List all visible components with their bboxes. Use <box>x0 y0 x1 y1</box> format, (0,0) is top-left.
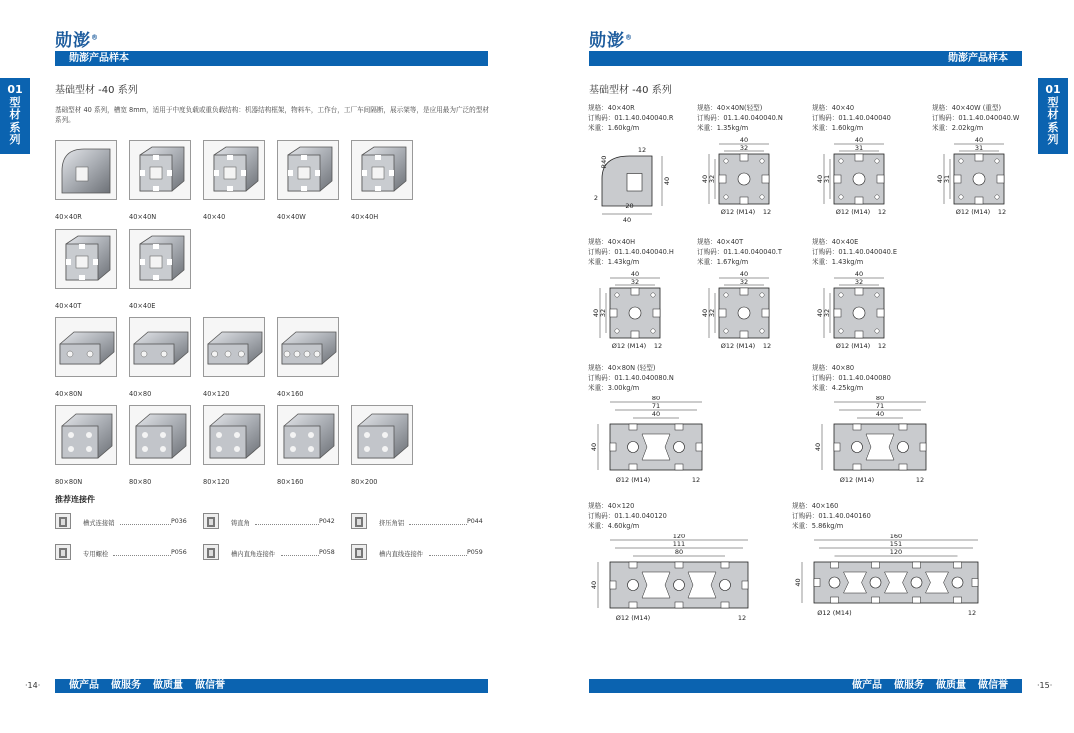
profile-dimension-drawing <box>812 136 912 236</box>
profile-render-icon <box>204 406 264 464</box>
profile-render-icon <box>56 141 116 199</box>
dimension-label: 160 <box>889 534 903 540</box>
dimension-label: 40 <box>663 176 671 186</box>
dimension-label: 40 <box>590 580 598 590</box>
spec-weight: 米重：4.60kg/m <box>588 521 640 530</box>
profile-render-icon <box>56 318 116 376</box>
dimension-label: 40 <box>936 174 944 184</box>
spec-spec: 规格：40×40 <box>812 104 855 112</box>
page-number-left: ·14· <box>25 681 41 690</box>
dimension-label: 40 <box>701 308 709 318</box>
dimension-label: 40 <box>630 270 640 278</box>
profile-thumb <box>55 229 117 289</box>
spec-spec: 规格：40×160 <box>792 502 839 510</box>
connector-icon <box>203 544 219 560</box>
dimension-label: 12 <box>691 476 701 484</box>
spec-weight: 米重：1.43kg/m <box>812 257 864 266</box>
dimension-label: R40 <box>600 155 608 169</box>
profile-render-icon <box>278 141 338 199</box>
profile-render-icon <box>56 230 116 288</box>
spec-spec: 规格：40×40E <box>812 238 859 246</box>
connector-page-ref: P044 <box>467 518 483 525</box>
profile-thumb <box>203 317 265 377</box>
dimension-label: Ø12 (M14) <box>835 342 871 350</box>
connector-leader-dots <box>255 524 320 525</box>
dimension-label: 40 <box>816 308 824 318</box>
connector-icon <box>351 513 367 529</box>
brand-logo: 勋澎® <box>55 31 99 51</box>
connector-leader-dots <box>281 555 320 556</box>
dimension-label: 31 <box>974 144 984 152</box>
dimension-label: 2 <box>593 194 599 202</box>
connector-icon <box>55 544 71 560</box>
dimension-label: 111 <box>672 540 686 548</box>
profile-render-icon <box>130 230 190 288</box>
profile-thumb <box>277 140 339 200</box>
dimension-label: 71 <box>651 402 661 410</box>
spec-spec: 规格：40×40H <box>588 238 636 246</box>
profile-thumb <box>277 405 339 465</box>
connector-page-ref: P056 <box>171 549 187 556</box>
header-bar: 勋澎产品样本 <box>55 51 488 66</box>
dimension-label: 32 <box>854 278 864 286</box>
dimension-label: 120 <box>672 534 686 540</box>
profile-render-icon <box>278 318 338 376</box>
spec-weight: 米重：1.67kg/m <box>697 257 749 266</box>
spec-spec: 规格：40×40W (重型) <box>932 104 1002 112</box>
dimension-label: Ø12 (M14) <box>955 208 991 216</box>
spec-weight: 米重：3.00kg/m <box>588 383 640 392</box>
dimension-label: Ø12 (M14) <box>615 476 651 484</box>
profile-thumb <box>55 140 117 200</box>
dimension-label: 31 <box>943 174 951 184</box>
profile-thumb-label: 40×40H <box>351 213 379 221</box>
dimension-label: Ø12 (M14) <box>817 609 852 617</box>
spec-weight: 米重：1.60kg/m <box>588 123 640 132</box>
profile-thumb-label: 80×120 <box>203 478 230 486</box>
dimension-label: 40 <box>854 270 864 278</box>
dimension-label: 12 <box>637 146 647 154</box>
profile-thumb-label: 80×80 <box>129 478 152 486</box>
dimension-label: 12 <box>915 476 925 484</box>
profile-thumb <box>203 405 265 465</box>
profile-thumb-label: 40×120 <box>203 390 230 398</box>
connector-page-ref: P059 <box>467 549 483 556</box>
profile-render-icon <box>352 141 412 199</box>
spec-code: 订购码：01.1.40.040040.R <box>588 113 674 122</box>
spec-code: 订购码：01.1.40.040040.E <box>812 247 898 256</box>
spec-spec: 规格：40×40T <box>697 238 744 246</box>
profile-render-icon <box>130 318 190 376</box>
header-bar-right: 勋澎产品样本 <box>589 51 1022 66</box>
spec-weight: 米重：1.60kg/m <box>812 123 864 132</box>
profile-thumb <box>129 140 191 200</box>
spec-weight: 米重：2.02kg/m <box>932 123 984 132</box>
dimension-label: 31 <box>854 144 864 152</box>
dimension-label: 40 <box>816 174 824 184</box>
connector-page-ref: P058 <box>319 549 335 556</box>
dimension-label: 12 <box>877 208 887 216</box>
connector-leader-dots <box>409 524 467 525</box>
dimension-label: 32 <box>630 278 640 286</box>
section-tab-right: 01 型 材 系 列 <box>1038 78 1068 154</box>
dimension-label: 31 <box>823 174 831 184</box>
spec-weight: 米重：5.86kg/m <box>792 521 844 530</box>
profile-thumb-label: 80×200 <box>351 478 378 486</box>
connector-name: 铸直角 <box>231 520 250 527</box>
connector-page-ref: P042 <box>319 518 335 525</box>
profile-thumb <box>55 405 117 465</box>
connectors-title: 推荐连接件 <box>55 495 95 504</box>
spec-code: 订购码：01.1.40.040080 <box>812 373 891 382</box>
spec-code: 订购码：01.1.40.040040.T <box>697 247 782 256</box>
profile-render-icon <box>130 141 190 199</box>
spec-code: 订购码：01.1.40.040040 <box>812 113 891 122</box>
profile-render-icon <box>204 318 264 376</box>
spec-spec: 规格：40×40R <box>588 104 635 112</box>
dimension-label: 32 <box>739 278 749 286</box>
dimension-label: Ø12 (M14) <box>720 208 756 216</box>
profile-dimension-drawing <box>812 396 1012 504</box>
profile-thumb-label: 40×160 <box>277 390 304 398</box>
dimension-label: 40 <box>590 442 598 452</box>
connector-icon <box>203 513 219 529</box>
spec-weight: 米重：1.43kg/m <box>588 257 640 266</box>
spec-code: 订购码：01.1.40.040040.H <box>588 247 674 256</box>
dimension-label: 12 <box>877 342 887 350</box>
profile-thumb-label: 40×80 <box>129 390 152 398</box>
dimension-label: 32 <box>599 308 607 318</box>
connector-leader-dots <box>429 555 468 556</box>
spec-code: 订购码：01.1.40.040160 <box>792 511 871 520</box>
profile-render-icon <box>56 406 116 464</box>
connector-name: 挤压角铝 <box>379 520 405 527</box>
connector-icon <box>351 544 367 560</box>
connector-name: 槽式连接销 <box>83 520 115 527</box>
dimension-label: 40 <box>651 410 661 418</box>
dimension-label: 12 <box>653 342 663 350</box>
profile-dimension-drawing <box>932 136 1032 236</box>
spec-weight: 米重：4.25kg/m <box>812 383 864 392</box>
profile-thumb-label: 40×40W <box>277 213 306 221</box>
dimension-label: 12 <box>762 342 772 350</box>
dimension-label: 40 <box>794 578 802 587</box>
profile-thumb <box>55 317 117 377</box>
spec-code: 订购码：01.1.40.040040.W <box>932 113 1020 122</box>
spec-code: 订购码：01.1.40.040120 <box>588 511 667 520</box>
connector-name: 槽内直角连接件 <box>231 551 276 558</box>
section-title-right: 基础型材 -40 系列 <box>589 85 672 96</box>
dimension-label: 80 <box>651 396 661 402</box>
profile-dimension-drawing <box>697 270 797 370</box>
spec-spec: 规格：40×120 <box>588 502 635 510</box>
dimension-label: 120 <box>889 548 903 556</box>
spec-spec: 规格：40×80N (轻型) <box>588 364 656 372</box>
connector-leader-dots <box>113 555 171 556</box>
dimension-label: 40 <box>622 216 632 224</box>
dimension-label: Ø12 (M14) <box>615 614 651 622</box>
dimension-label: 12 <box>967 609 977 617</box>
dimension-label: 12 <box>737 614 747 622</box>
dimension-label: 151 <box>889 540 903 548</box>
profile-render-icon <box>278 406 338 464</box>
profile-thumb <box>351 405 413 465</box>
dimension-label: 32 <box>823 308 831 318</box>
spec-weight: 米重：1.35kg/m <box>697 123 749 132</box>
profile-thumb-label: 40×80N <box>55 390 83 398</box>
dimension-label: Ø12 (M14) <box>720 342 756 350</box>
profile-render-icon <box>130 406 190 464</box>
dimension-label: 40 <box>875 410 885 418</box>
section-tab: 01 型 材 系 列 <box>0 78 30 154</box>
profile-render-icon <box>204 141 264 199</box>
profile-dimension-drawing <box>697 136 797 236</box>
dimension-label: 40 <box>701 174 709 184</box>
spec-spec: 规格：40×80 <box>812 364 855 372</box>
dimension-label: 12 <box>997 208 1007 216</box>
profile-thumb-label: 80×160 <box>277 478 304 486</box>
dimension-label: Ø12 (M14) <box>835 208 871 216</box>
dimension-label: 40 <box>592 308 600 318</box>
dimension-label: 32 <box>708 308 716 318</box>
profile-dimension-drawing <box>812 270 912 370</box>
profile-thumb-label: 40×40N <box>129 213 157 221</box>
dimension-label: 12 <box>762 208 772 216</box>
profile-thumb <box>129 317 191 377</box>
profile-thumb-label: 40×40E <box>129 302 156 310</box>
dimension-label: 40 <box>739 136 749 144</box>
connector-name: 专用螺栓 <box>83 551 109 558</box>
dimension-label: Ø12 (M14) <box>839 476 875 484</box>
dimension-label: 20 <box>625 202 634 210</box>
profile-thumb <box>203 140 265 200</box>
dimension-label: 40 <box>974 136 984 144</box>
dimension-label: 32 <box>739 144 749 152</box>
dimension-label: 80 <box>674 548 684 556</box>
profile-thumb-label: 40×40R <box>55 213 82 221</box>
connector-icon <box>55 513 71 529</box>
intro-text: 基础型材 40 系列，槽宽 8mm，适用于中度负载或重负载结构：机器结构框架，物料车，工作台，工厂车间隔断，展示架等，是应用最为广泛的型材系列。 <box>55 106 489 124</box>
dimension-label: 32 <box>708 174 716 184</box>
connector-leader-dots <box>120 524 172 525</box>
profile-dimension-drawing <box>588 396 788 504</box>
dimension-label: 71 <box>875 402 885 410</box>
dimension-label: 40 <box>854 136 864 144</box>
brand-logo-right: 勋澎® <box>589 31 633 51</box>
profile-thumb <box>129 229 191 289</box>
profile-render-icon <box>352 406 412 464</box>
dimension-label: 40 <box>814 442 822 452</box>
spec-code: 订购码：01.1.40.040080.N <box>588 373 674 382</box>
profile-thumb-label: 80×80N <box>55 478 83 486</box>
connector-name: 槽内直线连接件 <box>379 551 424 558</box>
right-page <box>537 0 1074 733</box>
dimension-label: Ø12 (M14) <box>611 342 647 350</box>
profile-thumb <box>277 317 339 377</box>
dimension-label: 40 <box>739 270 749 278</box>
spec-code: 订购码：01.1.40.040040.N <box>697 113 783 122</box>
connector-page-ref: P036 <box>171 518 187 525</box>
profile-dimension-drawing <box>588 136 688 236</box>
profile-thumb-label: 40×40T <box>55 302 82 310</box>
footer-bar-right: 做产品 做服务 做质量 做信誉 <box>589 679 1022 693</box>
profile-dimension-drawing <box>588 270 688 370</box>
spec-spec: 规格：40×40N(轻型) <box>697 104 763 112</box>
profile-dimension-drawing <box>792 534 1032 642</box>
profile-thumb <box>129 405 191 465</box>
footer-bar-left: 做产品 做服务 做质量 做信誉 <box>55 679 488 693</box>
profile-thumb-label: 40×40 <box>203 213 226 221</box>
dimension-label: 80 <box>875 396 885 402</box>
profile-dimension-drawing <box>588 534 788 642</box>
section-title: 基础型材 -40 系列 <box>55 85 138 96</box>
page-number-right: ·15· <box>1037 681 1053 690</box>
profile-thumb <box>351 140 413 200</box>
